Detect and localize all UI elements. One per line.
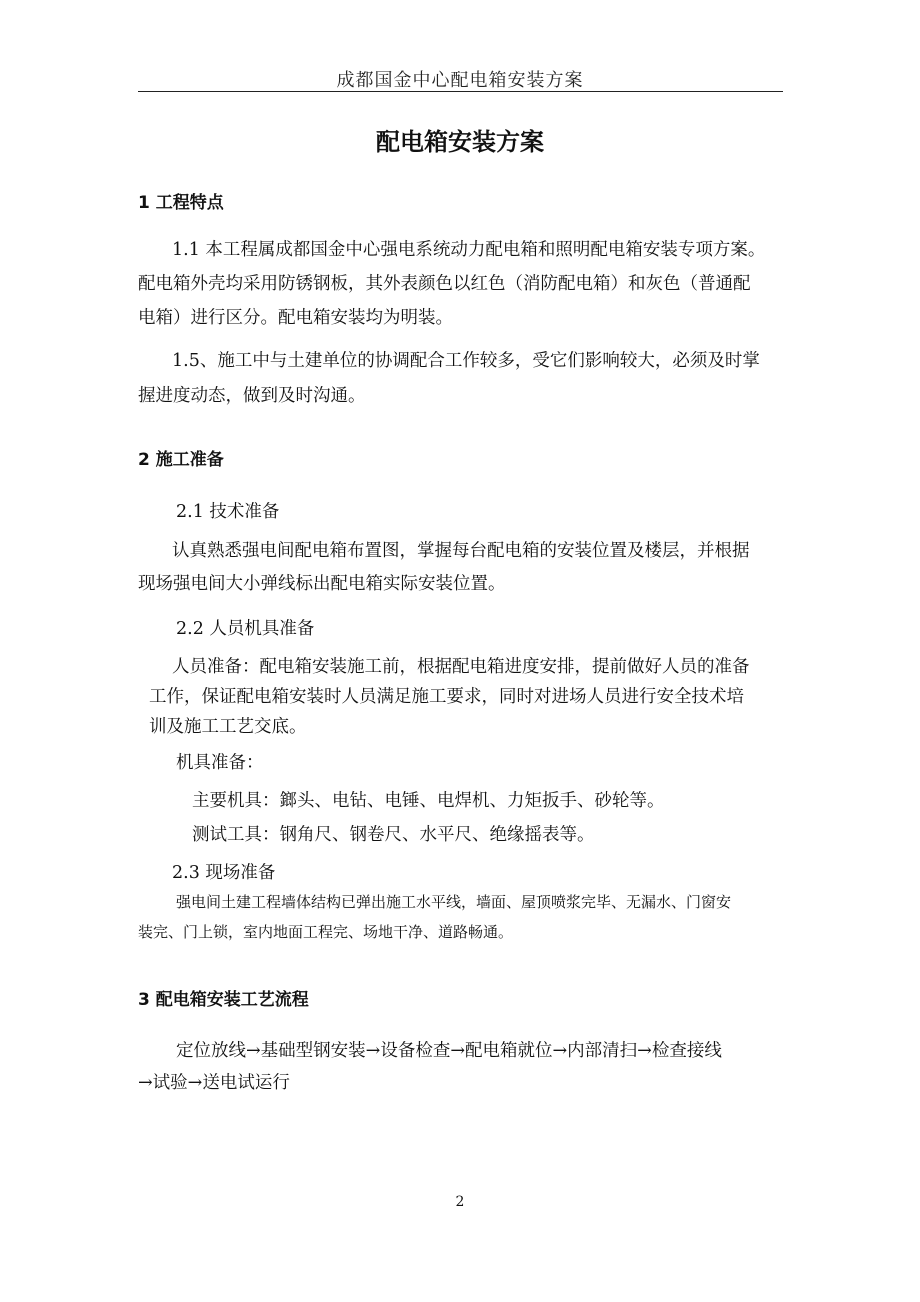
page-number: 2	[455, 1194, 465, 1210]
subsection-2-3-title: 2.3 现场准备	[172, 863, 276, 883]
tools-label: 机具准备：	[176, 753, 264, 773]
tools-test: 测试工具：钢角尺、钢卷尺、水平尺、绝缘摇表等。	[192, 825, 595, 845]
header-rule	[138, 91, 783, 92]
section-3-heading: 3 配电箱安装工艺流程	[138, 990, 309, 1010]
subsection-2-1-line-1: 认真熟悉强电间配电箱布置图，掌握每台配电箱的安装位置及楼层，并根据	[172, 541, 750, 561]
section-1-paragraph-1-line-1: 1.1 本工程属成都国金中心强电系统动力配电箱和照明配电箱安装专项方案。	[172, 240, 766, 260]
subsection-2-2-line-1: 人员准备：配电箱安装施工前，根据配电箱进度安排，提前做好人员的准备	[172, 657, 750, 677]
subsection-2-2-line-2: 工作，保证配电箱安装时人员满足施工要求，同时对进场人员进行安全技术培	[149, 687, 744, 707]
section-1-paragraph-2-line-1: 1.5、施工中与土建单位的协调配合工作较多，受它们影响较大，必须及时掌	[172, 351, 760, 371]
running-header: 成都国金中心配电箱安装方案	[336, 70, 584, 91]
subsection-2-2-title: 2.2 人员机具准备	[176, 619, 315, 639]
subsection-2-3-line-2: 装完、门上锁，室内地面工程完、场地干净、道路畅通。	[138, 923, 514, 941]
subsection-2-1-title: 2.1 技术准备	[176, 502, 280, 522]
subsection-2-1-line-2: 现场强电间大小弹线标出配电箱实际安装位置。	[138, 574, 506, 594]
section-1-heading: 1 工程特点	[138, 193, 224, 213]
section-1-paragraph-1-line-3: 电箱）进行区分。配电箱安装均为明装。	[138, 308, 453, 328]
subsection-2-3-line-1: 强电间土建工程墙体结构已弹出施工水平线，墙面、屋顶喷浆完毕、无漏水、门窗安	[176, 893, 732, 911]
section-1-paragraph-2-line-2: 握进度动态，做到及时沟通。	[138, 386, 366, 406]
document-title: 配电箱安装方案	[376, 128, 544, 156]
section-1-paragraph-1-line-2: 配电箱外壳均采用防锈钢板，其外表颜色以红色（消防配电箱）和灰色（普通配	[138, 274, 751, 294]
section-2-heading: 2 施工准备	[138, 450, 224, 470]
section-3-flow-line-1: 定位放线→基础型钢安装→设备检查→配电箱就位→内部清扫→检查接线	[176, 1041, 722, 1061]
tools-main: 主要机具：鎯头、电钻、电锤、电焊机、力矩扳手、砂轮等。	[192, 791, 665, 811]
subsection-2-2-line-3: 训及施工工艺交底。	[149, 717, 307, 737]
section-3-flow-line-2: →试验→送电试运行	[138, 1073, 290, 1093]
